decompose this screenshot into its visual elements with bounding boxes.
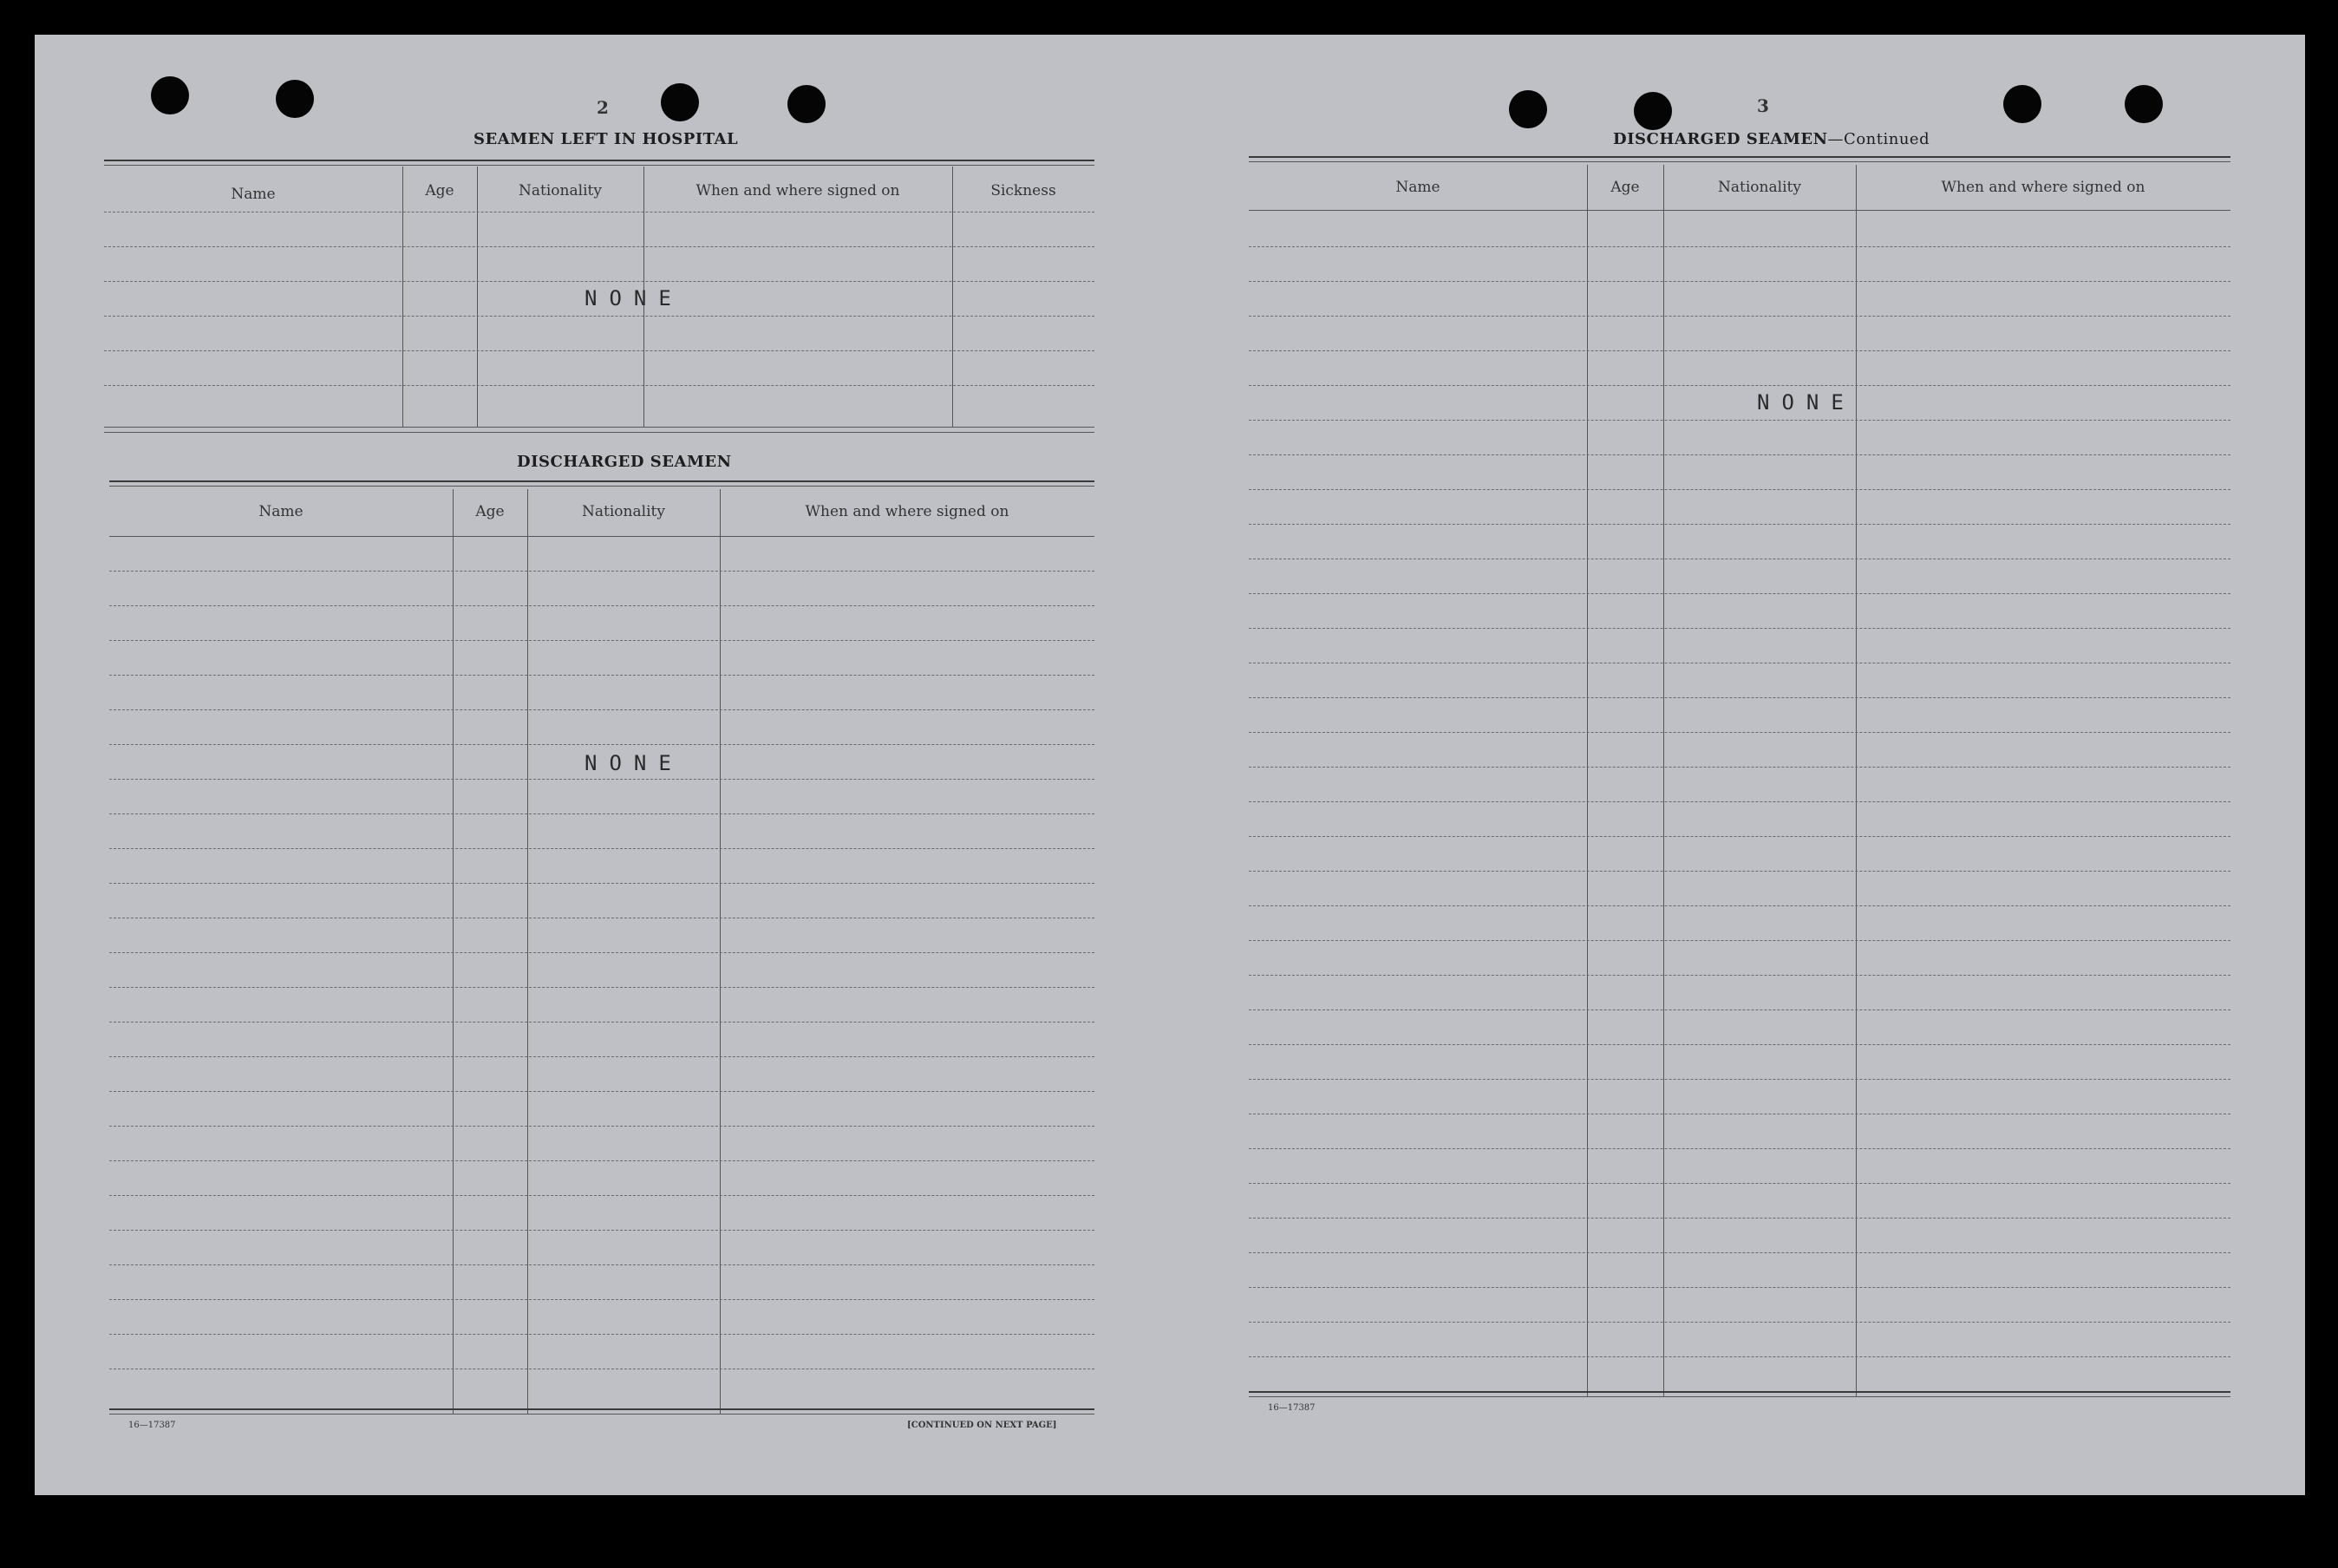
- ruled-line: [1249, 732, 2230, 733]
- ruled-line: [1249, 489, 2230, 490]
- col-header-age: Age: [1610, 179, 1640, 196]
- ruled-line: [109, 813, 1094, 814]
- ruled-line: [104, 350, 1094, 351]
- ruled-line: [104, 316, 1094, 317]
- left-page: [35, 35, 1162, 1495]
- hospital-none-entry: NONE: [584, 286, 683, 310]
- ruled-line: [109, 1056, 1094, 1057]
- ruled-line: [104, 385, 1094, 386]
- ruled-line: [104, 246, 1094, 247]
- ruled-line: [1249, 1322, 2230, 1323]
- ruled-line: [109, 883, 1094, 884]
- ruled-line: [1249, 871, 2230, 872]
- ruled-line: [109, 1299, 1094, 1300]
- col-header-nationality: Nationality: [519, 182, 602, 199]
- ruled-line: [109, 605, 1094, 606]
- ruled-line: [1249, 385, 2230, 386]
- col-header-signed-on: When and where signed on: [1941, 179, 2145, 196]
- ruled-line: [1249, 1044, 2230, 1045]
- col-header-nationality: Nationality: [582, 503, 665, 520]
- ruled-line: [1249, 524, 2230, 525]
- col-header-name: Name: [258, 503, 304, 520]
- ruled-line: [109, 744, 1094, 745]
- ruled-line: [109, 1230, 1094, 1231]
- document-scan: [35, 35, 2305, 1495]
- ruled-line: [109, 571, 1094, 572]
- ruled-line: [109, 675, 1094, 676]
- right-page: [1179, 35, 2305, 1495]
- ruled-line: [1249, 350, 2230, 351]
- discharged-continued-none-entry: NONE: [1757, 390, 1856, 415]
- form-number: 16—17387: [128, 1421, 176, 1430]
- discharged-none-entry: NONE: [584, 751, 683, 775]
- ruled-line: [1249, 801, 2230, 802]
- ruled-line: [1249, 975, 2230, 976]
- ruled-line: [1249, 836, 2230, 837]
- ruled-line: [1249, 940, 2230, 941]
- ruled-line: [1249, 1287, 2230, 1288]
- ruled-line: [1249, 905, 2230, 906]
- ruled-line: [109, 952, 1094, 953]
- ruled-line: [1249, 1148, 2230, 1149]
- ruled-line: [109, 1160, 1094, 1161]
- col-header-name: Name: [231, 186, 276, 203]
- ruled-line: [1249, 1183, 2230, 1184]
- ruled-line: [1249, 593, 2230, 594]
- ruled-line: [109, 640, 1094, 641]
- ruled-line: [109, 987, 1094, 988]
- discharged-continued-title: [1613, 130, 1930, 148]
- ruled-line: [1249, 628, 2230, 629]
- ruled-line: [109, 1091, 1094, 1092]
- col-header-signed-on: When and where signed on: [696, 182, 900, 199]
- page-number: 2: [597, 97, 609, 118]
- col-header-signed-on: When and where signed on: [805, 503, 1009, 520]
- col-header-age: Age: [475, 503, 505, 520]
- ruled-line: [1249, 420, 2230, 421]
- ruled-line: [1249, 1356, 2230, 1357]
- col-header-name: Name: [1395, 179, 1440, 196]
- ruled-line: [109, 1195, 1094, 1196]
- ruled-line: [1249, 281, 2230, 282]
- ruled-line: [104, 281, 1094, 282]
- col-header-age: Age: [425, 182, 454, 199]
- col-header-nationality: Nationality: [1718, 179, 1801, 196]
- ruled-line: [109, 1126, 1094, 1127]
- ruled-line: [1249, 1079, 2230, 1080]
- ruled-line: [1249, 1252, 2230, 1253]
- ruled-line: [1249, 316, 2230, 317]
- form-number: 16—17387: [1268, 1403, 1316, 1413]
- ruled-line: [1249, 1009, 2230, 1010]
- ruled-line: [1249, 767, 2230, 768]
- discharged-section-title: DISCHARGED SEAMEN: [517, 453, 732, 471]
- title-text: DISCHARGED SEAMEN: [1613, 130, 1828, 148]
- ruled-line: [1249, 697, 2230, 698]
- ruled-line: [109, 779, 1094, 780]
- ruled-line: [1249, 246, 2230, 247]
- col-header-sickness: Sickness: [990, 182, 1056, 199]
- hospital-section-title: SEAMEN LEFT IN HOSPITAL: [473, 130, 739, 148]
- ruled-line: [1249, 454, 2230, 455]
- title-suffix: —Continued: [1827, 130, 1930, 148]
- ruled-line: [109, 709, 1094, 710]
- ruled-line: [109, 1334, 1094, 1335]
- ruled-line: [109, 848, 1094, 849]
- ruled-line: [109, 1264, 1094, 1265]
- continued-note: [CONTINUED ON NEXT PAGE]: [907, 1421, 1057, 1430]
- page-number: 3: [1757, 95, 1769, 116]
